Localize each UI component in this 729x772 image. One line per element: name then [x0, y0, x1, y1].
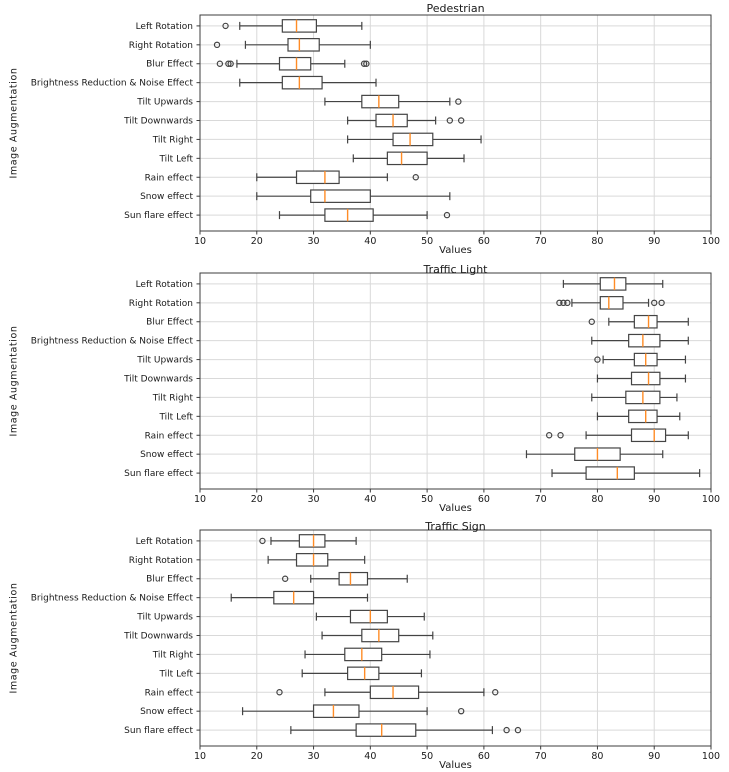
box-row: [316, 610, 424, 622]
svg-text:90: 90: [648, 494, 661, 505]
svg-text:10: 10: [193, 236, 207, 247]
svg-text:40: 40: [364, 494, 377, 505]
y-axis-label: Image Augmentation: [8, 67, 20, 179]
box-row: [526, 448, 662, 460]
svg-text:Sun flare effect: Sun flare effect: [124, 211, 193, 222]
x-axis-label: Values: [439, 245, 472, 256]
box-row: [305, 648, 430, 660]
svg-text:Rain effect: Rain effect: [144, 688, 193, 699]
svg-text:80: 80: [591, 236, 604, 247]
box-row: [597, 372, 685, 384]
svg-text:Tilt Downwards: Tilt Downwards: [124, 631, 193, 642]
svg-text:60: 60: [477, 236, 490, 247]
svg-text:40: 40: [364, 236, 377, 247]
chart-title-traffic-light: Traffic Light: [423, 263, 488, 276]
box-row: [279, 209, 449, 221]
svg-text:50: 50: [421, 751, 434, 762]
y-axis-ticks: [31, 22, 200, 221]
svg-text:Blur Effect: Blur Effect: [146, 574, 193, 585]
chart-title-pedestrian: Pedestrian: [426, 2, 485, 15]
plot-border: [200, 530, 711, 746]
chart-title-traffic-sign: Traffic Sign: [425, 520, 486, 533]
box-row: [223, 20, 362, 32]
svg-text:Tilt Right: Tilt Right: [152, 393, 193, 404]
svg-text:Right Rotation: Right Rotation: [128, 40, 193, 51]
svg-text:30: 30: [307, 751, 320, 762]
svg-text:Right Rotation: Right Rotation: [128, 555, 193, 566]
svg-text:50: 50: [421, 236, 434, 247]
y-axis-ticks: [31, 280, 200, 479]
boxplot-canvas-traffic-light: [0, 258, 729, 515]
box-row: [592, 391, 677, 403]
svg-text:70: 70: [534, 751, 547, 762]
svg-text:Blur Effect: Blur Effect: [146, 59, 193, 70]
svg-text:Tilt Upwards: Tilt Upwards: [137, 355, 193, 366]
gridlines: [200, 15, 711, 231]
box-row: [240, 76, 376, 88]
box-row: [325, 95, 461, 107]
gridlines: [200, 530, 711, 746]
svg-text:Tilt Left: Tilt Left: [159, 669, 193, 680]
svg-text:30: 30: [307, 236, 320, 247]
box-row: [557, 297, 664, 309]
svg-text:Left Rotation: Left Rotation: [135, 279, 193, 290]
box-row: [257, 190, 450, 202]
svg-text:Tilt Right: Tilt Right: [152, 135, 193, 146]
svg-text:Rain effect: Rain effect: [144, 431, 193, 442]
svg-text:Left Rotation: Left Rotation: [135, 536, 193, 547]
svg-text:20: 20: [250, 236, 263, 247]
box-row: [563, 278, 662, 290]
svg-text:30: 30: [307, 494, 320, 505]
svg-text:100: 100: [701, 494, 721, 505]
svg-text:Blur Effect: Blur Effect: [146, 317, 193, 328]
svg-text:20: 20: [250, 494, 263, 505]
svg-text:10: 10: [193, 494, 207, 505]
box-row: [291, 724, 521, 736]
svg-text:100: 100: [701, 236, 721, 247]
svg-text:Snow effect: Snow effect: [140, 707, 193, 718]
svg-text:Left Rotation: Left Rotation: [135, 21, 193, 32]
svg-text:60: 60: [477, 751, 490, 762]
box-row: [552, 467, 700, 479]
svg-text:40: 40: [364, 751, 377, 762]
svg-text:Tilt Right: Tilt Right: [152, 650, 193, 661]
svg-text:Snow effect: Snow effect: [140, 450, 193, 461]
chart-traffic-sign: [0, 515, 729, 772]
svg-text:Snow effect: Snow effect: [140, 192, 193, 203]
svg-text:Tilt Left: Tilt Left: [159, 412, 193, 423]
svg-text:90: 90: [648, 236, 661, 247]
y-axis-ticks: [31, 537, 200, 736]
boxplot-canvas-traffic-sign: [0, 515, 729, 772]
box-row: [260, 535, 356, 547]
svg-text:70: 70: [534, 236, 547, 247]
boxplot-canvas-pedestrian: [0, 0, 729, 258]
box-row: [268, 554, 365, 566]
svg-text:Rain effect: Rain effect: [144, 173, 193, 184]
box-row: [231, 591, 367, 603]
svg-text:Tilt Downwards: Tilt Downwards: [124, 116, 193, 127]
svg-text:Brightness Reduction & Noise E: Brightness Reduction & Noise Effect: [30, 593, 193, 604]
svg-text:Right Rotation: Right Rotation: [128, 298, 193, 309]
svg-text:Tilt Left: Tilt Left: [159, 154, 193, 165]
box-row: [322, 629, 433, 641]
svg-text:60: 60: [477, 494, 490, 505]
svg-text:Tilt Upwards: Tilt Upwards: [137, 97, 193, 108]
y-axis-label: Image Augmentation: [8, 325, 20, 437]
y-axis-label: Image Augmentation: [8, 582, 20, 694]
svg-text:Sun flare effect: Sun flare effect: [124, 469, 193, 480]
svg-text:100: 100: [701, 751, 721, 762]
chart-traffic-light: [0, 258, 729, 515]
plot-border: [200, 15, 711, 231]
box-row: [597, 410, 679, 422]
svg-text:80: 80: [591, 751, 604, 762]
box-row: [595, 353, 686, 365]
svg-text:Brightness Reduction & Noise E: Brightness Reduction & Noise Effect: [30, 336, 193, 347]
svg-text:Tilt Upwards: Tilt Upwards: [137, 612, 193, 623]
x-axis-label: Values: [439, 503, 472, 514]
box-row: [302, 667, 421, 679]
svg-text:20: 20: [250, 751, 263, 762]
svg-text:70: 70: [534, 494, 547, 505]
box-row: [348, 133, 481, 145]
svg-text:Brightness Reduction & Noise E: Brightness Reduction & Noise Effect: [30, 78, 193, 89]
svg-text:Sun flare effect: Sun flare effect: [124, 726, 193, 737]
x-axis-label: Values: [439, 760, 472, 771]
chart-pedestrian: [0, 0, 729, 258]
box-row: [592, 334, 689, 346]
svg-text:90: 90: [648, 751, 661, 762]
svg-text:Tilt Downwards: Tilt Downwards: [124, 374, 193, 385]
svg-text:80: 80: [591, 494, 604, 505]
svg-text:50: 50: [421, 494, 434, 505]
svg-text:10: 10: [193, 751, 207, 762]
